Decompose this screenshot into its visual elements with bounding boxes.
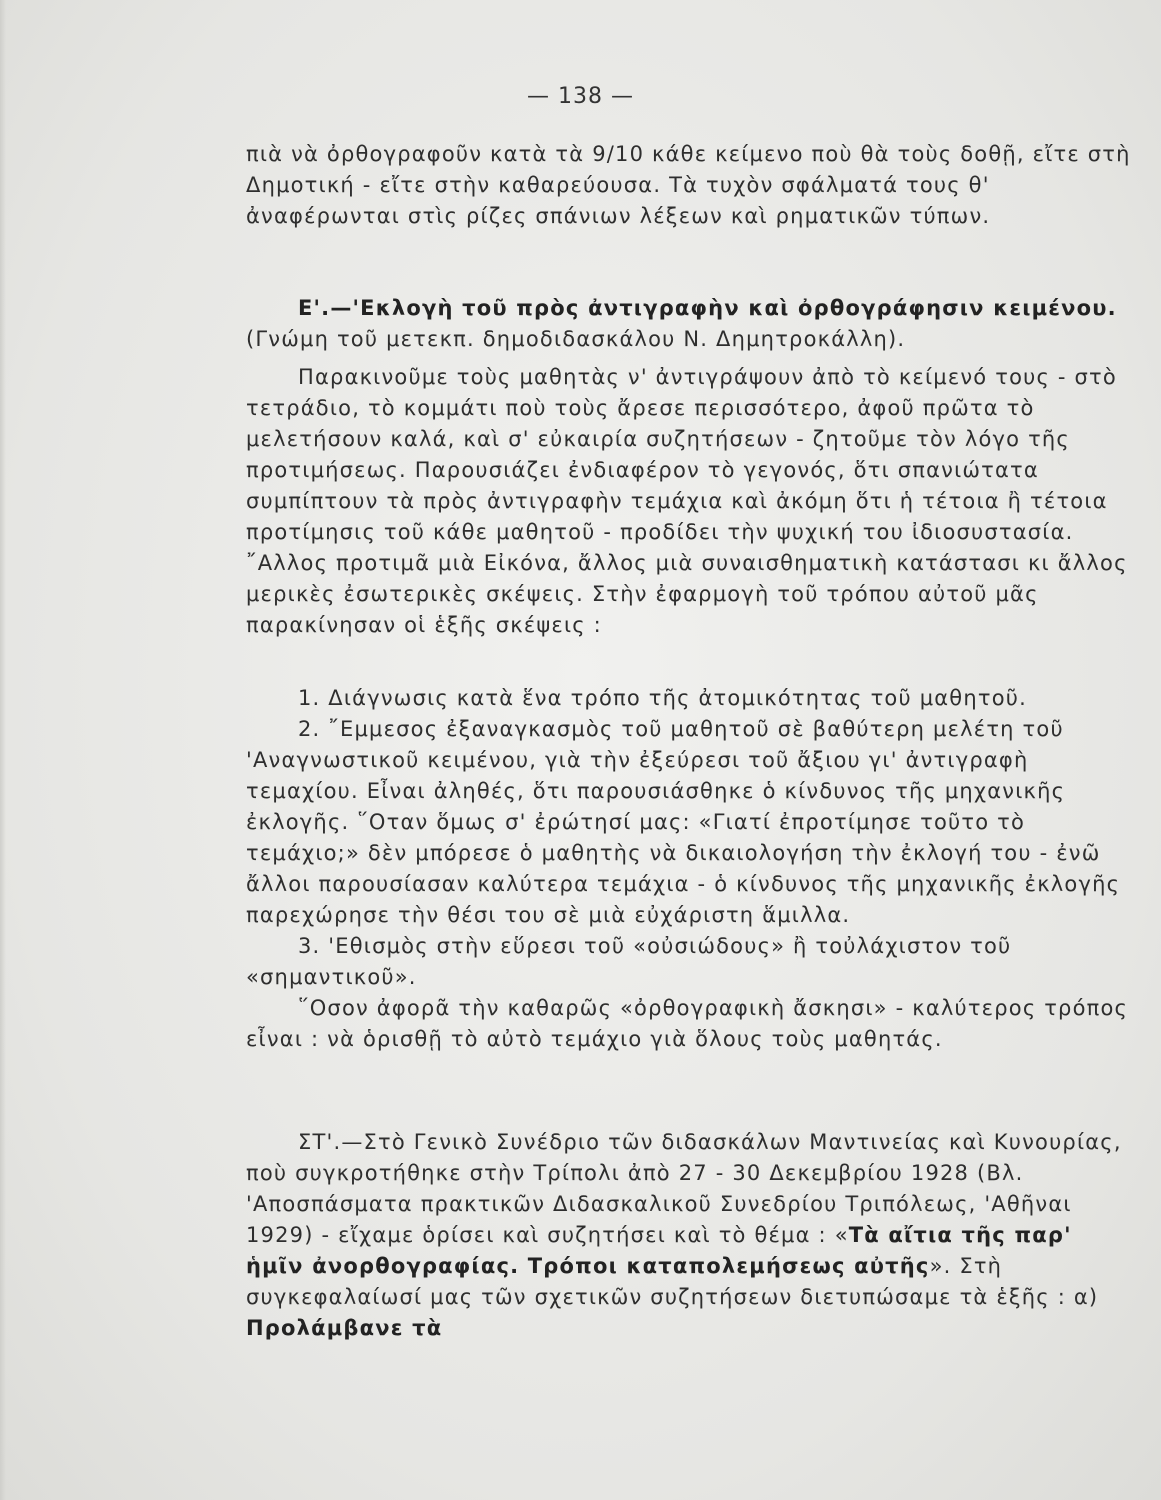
- section-st-lead: ΣΤ'.—Στὸ Γενικὸ Συνέδριο τῶν διδασκάλων Μαντινείας καὶ Κυνουρίας, ποὺ συγκροτήθηκε στὴν Τρίπολι ἀπὸ 27 - 30 Δεκεμβρίου 1928 (Βλ. 'Αποσπάσματα πρακτικῶν Διδασκαλικοῦ Συνεδρίου Τριπόλεως, 'Αθῆναι 1929) - εἴχαμε ὁρίσει καὶ συζητήσει καὶ τὸ θέμα : «: [246, 1130, 1122, 1247]
- section-e-body: [246, 362, 1134, 641]
- section-e-title: [246, 293, 1134, 355]
- page-number: — 138 —: [527, 84, 634, 109]
- list-item: 1. Διάγνωσις κατὰ ἕνα τρόπο τῆς ἀτομικότητας τοῦ μαθητοῦ.: [298, 686, 1027, 710]
- section-e-note: (Γνώμη τοῦ μετεκπ. δημοδιδασκάλου Ν. Δημητροκάλλη).: [246, 327, 906, 351]
- section-e-list: [246, 683, 1134, 1055]
- section-st-tail: Προλάμβανε τὰ: [246, 1316, 443, 1340]
- section-e-body-text: Παρακινοῦμε τοὺς μαθητὰς ν' ἀντιγράψουν ἀπὸ τὸ κείμενό τους - στὸ τετράδιο, τὸ κομμάτι ποὺ τοὺς ἄρεσε περισσότερο, ἀφοῦ πρῶτα τὸ μελετήσουν καλά, καὶ σ' εὐκαιρία συζητήσεων - ζητοῦμε τὸν λόγο τῆς προτιμήσεως. Παρουσιάζει ἐνδιαφέρον τὸ γεγονός, ὅτι σπανιώτατα συμπίπτουν τὰ πρὸς ἀντιγραφὴν τεμάχια καὶ ἀκόμη ὅτι ἡ τέτοια ἢ τέτοια προτίμησις τοῦ κάθε μαθητοῦ - προδίδει τὴν ψυχική του ἰδιοσυστασία. ῎Αλλος προτιμᾶ μιὰ Εἰκόνα, ἄλλος μιὰ συναισθηματικὴ κατάστασι κι ἄλλος μερικὲς ἐσωτερικὲς σκέψεις. Στὴν ἐφαρμογὴ τοῦ τρόπου αὐτοῦ μᾶς παρακίνησαν οἱ ἑξῆς σκέψεις :: [246, 365, 1128, 637]
- section-e-closing: ῞Οσον ἀφορᾶ τὴν καθαρῶς «ὀρθογραφικὴ ἄσκησι» - καλύτερος τρόπος εἶναι : νὰ ὁρισθῇ τὸ αὐτὸ τεμάχιο γιὰ ὅλους τοὺς μαθητάς.: [246, 996, 1129, 1051]
- intro-paragraph: [246, 139, 1134, 232]
- page-edge-shadow: [0, 0, 6, 1500]
- intro-text: πιὰ νὰ ὀρθογραφοῦν κατὰ τὰ 9/10 κάθε κείμενο ποὺ θὰ τοὺς δοθῇ, εἴτε στὴ Δημοτική - εἴτε στὴν καθαρεύουσα. Τὰ τυχὸν σφάλματά τους θ' ἀναφέρωνται στὶς ρίζες σπάνιων λέξεων καὶ ρηματικῶν τύπων.: [246, 142, 1131, 228]
- list-item: 2. ῎Εμμεσος ἐξαναγκασμὸς τοῦ μαθητοῦ σὲ βαθύτερη μελέτη τοῦ 'Αναγνωστικοῦ κειμένου, γιὰ τὴν ἐξεύρεσι τοῦ ἄξιου γι' ἀντιγραφὴ τεμαχίου. Εἶναι ἀληθές, ὅτι παρουσιάσθηκε ὁ κίνδυνος τῆς μηχανικῆς ἐκλογῆς. ῞Οταν ὅμως σ' ἐρώτησί μας: «Γιατί ἐπροτίμησε τοῦτο τὸ τεμάχιο;» δὲν μπόρεσε ὁ μαθητὴς νὰ δικαιολογήση τὴν ἐκλογή του - ἐνῶ ἄλλοι παρουσίασαν καλύτερα τεμάχια - ὁ κίνδυνος τῆς μηχανικῆς ἐκλογῆς παρεχώρησε τὴν θέσι του σὲ μιὰ εὐχάριστη ἅμιλλα.: [246, 717, 1121, 927]
- section-e-heading: [246, 293, 1134, 355]
- section-st-mid: ». Στὴ συγκεφαλαίωσί μας τῶν σχετικῶν συζητήσεων διετυπώσαμε τὰ ἑξῆς : α): [246, 1254, 1099, 1309]
- section-st-paragraph: [246, 1127, 1134, 1344]
- section-st-topic: Τὰ αἴτια τῆς παρ' ἡμῖν ἀνορθογραφίας. Τρόποι καταπολεμήσεως αὐτῆς: [246, 1223, 1072, 1278]
- section-e-heading-text: Ε'.—'Εκλογὴ τοῦ πρὸς ἀντιγραφὴν καὶ ὀρθογράφησιν κειμένου.: [298, 296, 1117, 320]
- section-st: [246, 1127, 1134, 1344]
- list-item: 3. 'Εθισμὸς στὴν εὕρεσι τοῦ «οὐσιώδους» ἢ τοὐλάχιστον τοῦ «σημαντικοῦ».: [246, 934, 1012, 989]
